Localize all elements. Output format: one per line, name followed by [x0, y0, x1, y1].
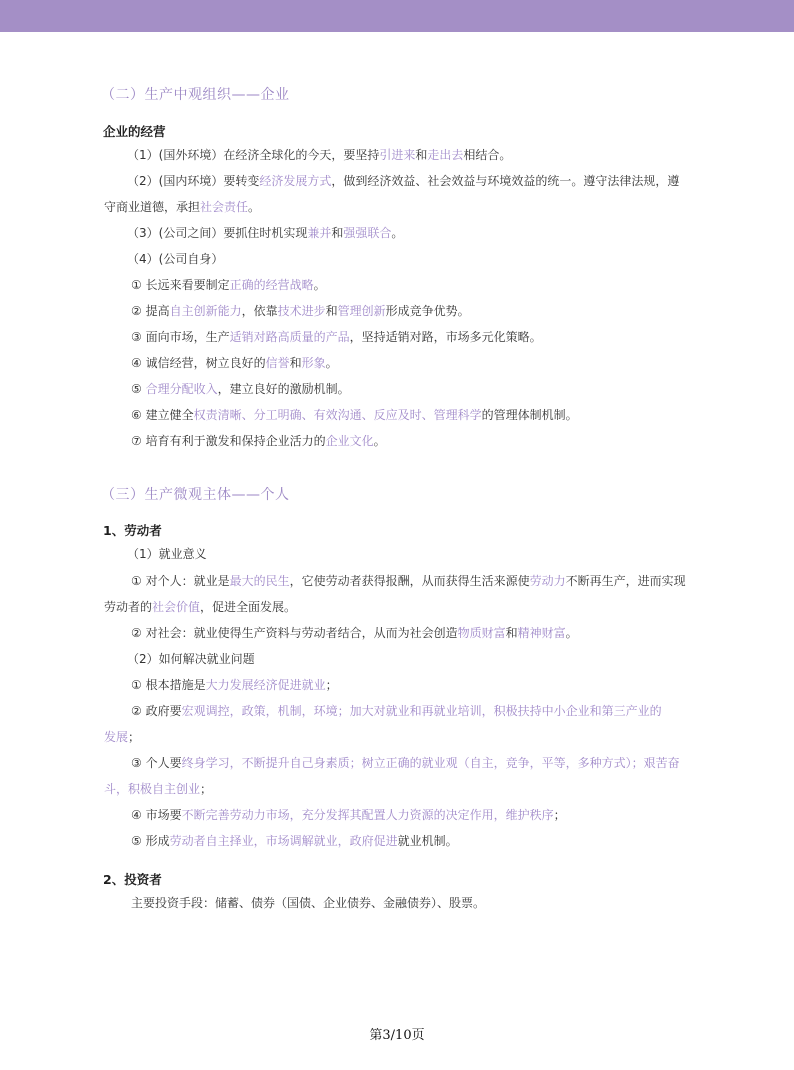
highlight-text: 强强联合 [343, 226, 392, 240]
body-text: ⑤ [131, 382, 146, 396]
highlight-text: 合理分配收入 [145, 382, 218, 396]
body-text: ； [200, 782, 213, 796]
list-item [131, 703, 662, 719]
highlight-text: 管理创新 [337, 304, 386, 318]
list-item [104, 199, 260, 215]
body-text: ① 长远来看要制定 [131, 278, 230, 292]
body-text: 和 [331, 226, 344, 240]
list-item [131, 677, 338, 693]
list-item [127, 251, 223, 267]
highlight-text: 经济发展方式 [259, 174, 332, 188]
body-text: ① 对个人：就业是 [131, 574, 230, 588]
highlight-text: 社会价值 [152, 600, 201, 614]
body-text: 和 [505, 626, 518, 640]
body-text: 。 [313, 278, 326, 292]
body-text: 和 [325, 304, 338, 318]
subheading-investor: 2、投资者 [103, 872, 162, 887]
highlight-text: 宏观调控，政策，机制，环境；加大对就业和再就业培训，积极扶持中小企业和第三产业的 [181, 704, 662, 718]
highlight-text: 技术进步 [277, 304, 326, 318]
body-text: ，促进全面发展。 [200, 600, 297, 614]
body-text: ② 政府要 [131, 704, 182, 718]
highlight-text: 形象 [301, 356, 326, 370]
body-text: ① 根本措施是 [131, 678, 206, 692]
list-item [131, 755, 680, 771]
body-text: ③ 面向市场，生产 [131, 330, 230, 344]
list-item [131, 573, 686, 589]
body-text: 。 [391, 226, 404, 240]
body-text: 和 [415, 148, 428, 162]
list-item [131, 833, 458, 849]
body-text: （4）(公司自身） [127, 252, 224, 266]
body-text: 不断再生产，进而实现 [565, 574, 686, 588]
body-text: 。 [248, 200, 261, 214]
subheading-laborer: 1、劳动者 [103, 523, 162, 538]
highlight-text: 企业文化 [325, 434, 374, 448]
body-text: ⑥ 建立健全 [131, 408, 194, 422]
list-item [131, 329, 542, 345]
body-text: 。 [373, 434, 386, 448]
page-number: 第3/10页 [369, 1028, 425, 1043]
highlight-text: 精神财富 [517, 626, 566, 640]
body-text: 主要投资手段：储蓄、债券（国债、企业债券、金融债券）、股票。 [131, 896, 486, 910]
list-item [131, 303, 470, 319]
highlight-text: 最大的民生 [229, 574, 290, 588]
list-item [131, 625, 578, 641]
body-text: ② 提高 [131, 304, 170, 318]
body-text: 和 [289, 356, 302, 370]
body-text: ③ 个人要 [131, 756, 182, 770]
highlight-text: 适销对路高质量的产品 [229, 330, 350, 344]
body-text: 守商业道德，承担 [104, 200, 201, 214]
highlight-text: 兼并 [307, 226, 332, 240]
highlight-text: 引进来 [379, 148, 416, 162]
section-title-individual: （三）生产微观主体——个人 [101, 487, 290, 503]
body-text: ⑤ 形成 [131, 834, 170, 848]
body-text: ，坚持适销对路，市场多元化策略。 [349, 330, 542, 344]
body-text: ； [553, 808, 566, 822]
list-item [131, 355, 338, 371]
section-title-enterprise: （二）生产中观组织——企业 [101, 87, 290, 103]
body-text: 的管理体制机制。 [481, 408, 578, 422]
subheading-business-operation: 企业的经营 [103, 124, 166, 139]
list-item [104, 781, 212, 797]
highlight-text: 正确的经营战略 [229, 278, 314, 292]
list-item [127, 546, 207, 562]
highlight-text: 发展 [104, 730, 129, 744]
list-item [131, 277, 326, 293]
body-text: 相结合。 [463, 148, 512, 162]
highlight-text: 劳动力 [529, 574, 566, 588]
list-item [127, 651, 255, 667]
list-item [131, 407, 578, 423]
list-item [104, 599, 296, 615]
body-text: 。 [565, 626, 578, 640]
list-item [131, 895, 485, 911]
highlight-text: 斗，积极自主创业 [104, 782, 201, 796]
list-item [131, 433, 386, 449]
highlight-text: 社会责任 [200, 200, 249, 214]
highlight-text: 不断完善劳动力市场，充分发挥其配置人力资源的决定作用，维护秩序 [181, 808, 554, 822]
body-text: （1）就业意义 [127, 547, 207, 561]
list-item [131, 807, 566, 823]
highlight-text: 劳动者自主择业，市场调解就业，政府促进 [169, 834, 398, 848]
body-text: （1）(国外环境）在经济全球化的今天，要坚持 [127, 148, 380, 162]
highlight-text: 走出去 [427, 148, 464, 162]
highlight-text: 物质财富 [457, 626, 506, 640]
body-text: ，建立良好的激励机制。 [217, 382, 350, 396]
body-text: ② 对社会：就业使得生产资料与劳动者结合，从而为社会创造 [131, 626, 458, 640]
list-item [127, 147, 511, 163]
body-text: （2）如何解决就业问题 [127, 652, 255, 666]
body-text: ，依靠 [241, 304, 278, 318]
body-text: 形成竞争优势。 [385, 304, 470, 318]
body-text: ； [325, 678, 338, 692]
highlight-text: 自主创新能力 [169, 304, 242, 318]
highlight-text: 权责清晰、分工明确、有效沟通、反应及时、管理科学 [193, 408, 482, 422]
list-item [104, 729, 140, 745]
body-text: ，做到经济效益、社会效益与环境效益的统一。遵守法律法规，遵 [331, 174, 680, 188]
body-text: ，它使劳动者获得报酬，从而获得生活来源使 [289, 574, 530, 588]
body-text: ④ 市场要 [131, 808, 182, 822]
body-text: ； [128, 730, 141, 744]
body-text: 就业机制。 [397, 834, 458, 848]
highlight-text: 信誉 [265, 356, 290, 370]
header-bar [0, 0, 794, 32]
highlight-text: 终身学习，不断提升自己身素质；树立正确的就业观（自主，竞争，平等，多种方式）；艰苦奋 [181, 756, 680, 770]
body-text: ⑦ 培育有利于激发和保持企业活力的 [131, 434, 326, 448]
body-text: （2）(国内环境）要转变 [127, 174, 260, 188]
body-text: 。 [325, 356, 338, 370]
list-item [127, 173, 679, 189]
body-text: ④ 诚信经营，树立良好的 [131, 356, 266, 370]
list-item [127, 225, 403, 241]
body-text: （3）(公司之间）要抓住时机实现 [127, 226, 308, 240]
highlight-text: 大力发展经济促进就业 [205, 678, 326, 692]
list-item [131, 381, 350, 397]
body-text: 劳动者的 [104, 600, 153, 614]
